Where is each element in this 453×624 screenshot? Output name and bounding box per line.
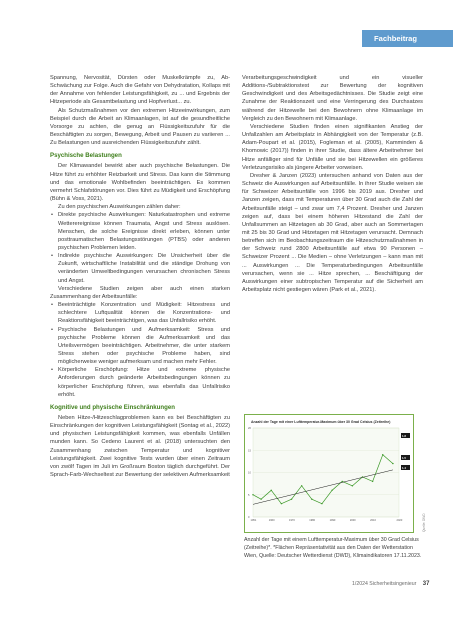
paragraph: Verarbeitungsgeschwindigkeit und ein visueller Additions-/Subtraktionstest zur Bewertung der kognitiven Geschwindigkeit und des Arbeitsgedächtnisses. Die Studie zeigt eine Zunahme der Reaktionszeit und eine Verringerung des Durchsatzes während der Hitzewelle bei den Bewohnern ohne Klimaanlage im Vergleich zu den Bewohnern mit Klimaanlage.	[242, 75, 423, 122]
y-tick-label: 15	[248, 449, 251, 453]
y-tick-label: 10	[248, 471, 251, 475]
data-point	[311, 499, 312, 500]
x-tick-label: 1990	[329, 519, 336, 522]
paragraph: Der Klimawandel bewirkt aber auch psychische Belastungen. Die Hitze führt zu erhöhter Reizbarkeit und Stress. Das kann die Stimmung und das emotionale Wohlbefinden beeinträchtigen. Es kommen vermehrt Schlafstörungen vor. Dies führt zu Müdigkeit und Erschöpfung (Bühn & Voss, 2021).	[50, 163, 230, 203]
bullet-list	[50, 301, 230, 399]
x-tick-label: 2010	[370, 519, 376, 522]
data-point	[252, 494, 253, 495]
paragraph: Dresher & Janzen (2023) untersuchen anhand von Daten aus der Schweiz die Auswirkungen auf Arbeitsunfälle. In ihrer Studie weisen sie für Schweizer Arbeitsunfälle von 1996 bis 2019 aus. Dresher und Janzen zeigen, dass mit Temperaturen über 30 Grad auch die Zahl der Arbeitsunfälle steigt – und zwar um 7,4 Prozent. Dresher und Janzen zeigen auf, dass bei einem höheren Hitzestand die Zahl der Unfallsummen an Hitzetagen ab 30 Grad, aber auch an Sommertagen mit 25 bis 30 Grad und Hitzetagen mit Hitzetagen verursacht. Demnach betreffen sich im Beobachtungszeitraum die Hitzeschutzmaßnahmen in der Schweiz rund 2800 Arbeitsunfälle auf etwa 90 Personen – Schweizer Prozent ... Die Medien – ohne Verletzungen – kann man mit ... Auswirkungen ... Die Temperaturbedingungen Arbeitsunfälle verursachen, wenn sie ... Hitze sprechen, ... Beschäftigung der Auswirkungen einer subtropischen Temperatur auf die Sicherheit am Arbeitsplatz nicht gestiegen wären (Park et al., 2021).	[242, 172, 423, 294]
paragraph: Als Schutzmaßnahmen vor den extremen Hitzeeinwirkungen, zum Beispiel durch die Arbeit an Klimaanlagen, ist auf die gesundheitliche Vorsorge zu achten, die genug an Flüssigkeitszufuhr für die Beschäftigten zu sorgen, Bewegung, Arbeit und Pausen zu variieren ... Zu Belastungen und ausreichenden Flüssigkeitszufuhr zählt.	[50, 107, 230, 147]
left-column	[50, 74, 230, 479]
list-item: • Körperliche Erschöpfung: Hitze und extreme physische Anforderungen durch geänderte Arbeitsbedingungen können zu körperlicher Erschöpfung führen, was ebenfalls das Unfallrisiko erhöht.	[50, 366, 230, 399]
data-point	[291, 499, 292, 500]
y-tick-label: 5	[248, 493, 250, 497]
data-point	[372, 481, 373, 482]
data-point	[260, 499, 261, 500]
x-tick-label: 1951	[250, 519, 257, 522]
journal-name: 1/2024 Sicherheitsingenieur	[352, 581, 417, 587]
paragraph: Neben Hitze-/Hitzeschlagproblemen kann es bei Beschäftigten zu Einschränkungen der kognitiven Leistungsfähigkeit (Sontag et al., 2022) und physischen Leistungsfähigkeit kommen, was ebenfalls Unfällen munden kann. So Cedeno Laurent et al. (2018) untersuchten den Zusammenhang zwischen Temperatur und kognitiver Leistungsfähigkeit. Zwei kognitive Tests wurden über einen Zeitraum von zwölf Tagen im Juli im Großraum Boston täglich durchgeführt. Der Sprach-Farb-Wechseltest zur Bewertung der selektiven Aufmerksamkeit	[50, 414, 230, 479]
section-heading: Psychische Belastungen	[50, 152, 122, 160]
line-chart	[245, 415, 413, 532]
right-column	[242, 74, 423, 294]
x-tick-label: 2023	[396, 519, 403, 522]
y-tick-label: 0	[248, 516, 250, 519]
paragraph: Verschiedene Studien finden einen signifikanten Anstieg der Unfallzahlen am Arbeitsplatz in Abhängigkeit von der Temperatur (z.B. Adam-Poupart et al. (2015), Fogleman et al. (2005), Kamminden & Khomowic (2017)) finden in ihrer Studie, dass ältere Arbeitnehmer bei Hitze anfälliger sind für Unfälle und sie bei Hitzewellen ein größeres Verletzungsrisiko als jüngere Arbeiter vorweisen.	[242, 123, 423, 171]
paragraph: Zu den psychischen Auswirkungen zählen daher:	[58, 204, 181, 211]
data-point	[382, 454, 383, 455]
list-item: • Beeinträchtigte Konzentration und Müdigkeit: Hitzestress und schlechtere Luftqualität können die Konzentrations- und Reaktionsfähigkeit beeinträchtigen, was das Unfallrisiko erhöht.	[50, 301, 230, 325]
data-point	[331, 490, 332, 491]
end-label-mid: 1.5	[402, 456, 406, 460]
x-tick-label: 1960	[268, 519, 275, 522]
figure-caption: Anzahl der Tage mit einem Lufttemperatur-Maximum über 30 Grad Celsius (Zeitreihe)*. *Flächen Repräsentativität aus den Daten der Wetterstation Wien, Quelle: Deutscher Wetterdienst (DWD), Klimaindikatoren 17.11.2023.	[244, 537, 422, 559]
end-label-top: 1.8	[402, 434, 406, 438]
list-item: • Psychische Belastungen und Aufmerksamkeit: Stress und psychische Probleme können die Aufmerksamkeit und das Urteilsvermögen beeinträchtigen. Arbeitnehmer, die unter starkem Stress stehen oder psychische Probleme haben, sind möglicherweise weniger aufmerksam und machen mehr Fehler.	[50, 326, 230, 367]
bullet-list	[50, 211, 230, 284]
figure-credit: Quelle: DWD	[422, 513, 426, 532]
page-footer	[352, 581, 430, 587]
data-point	[271, 490, 272, 491]
x-tick-label: 1980	[309, 519, 316, 522]
figure-chart	[244, 414, 414, 533]
data-point	[281, 503, 282, 504]
data-point	[342, 481, 343, 482]
page-number: 37	[422, 581, 430, 587]
section-heading: Kognitive und physische Einschränkungen	[50, 403, 175, 411]
data-point	[301, 485, 302, 486]
section-tag: Fachbeitrag	[362, 30, 453, 47]
x-tick-label: 1970	[289, 519, 295, 522]
end-label-low: 1.4	[402, 466, 406, 470]
list-item: • Direkte psychische Auswirkungen: Naturkatastrophen und extreme Wetterereignisse können Traumata, Angst und Stress auslösen. Menschen, die solche Ereignisse direkt erleben, können unter posttraumatischen Belastungsstörungen (PTBS) oder anderen psychischen Problemen leiden.	[50, 211, 230, 252]
y-tick-label: 20	[248, 427, 251, 430]
paragraph: Spannung, Nervosität, Dürsten oder Muskelkrämpfe zu, Ab-Schwächung zur Folge. Auch die Gefahr von Dehydratation, Kollaps mit der Annahme von fehlender Leistungsfähigkeit, zu ... und Ergebnis der Hitzeperiode als Gesamtbelastung und Hopfverlust... zu.	[50, 75, 230, 106]
data-point	[321, 503, 322, 504]
chart-title: Anzahl der Tage mit einer Lufttemperatur-Maximum über 30 Grad Celsius (Zeitreihe)	[251, 420, 391, 424]
data-point	[352, 485, 353, 486]
list-item: • Indirekte psychische Auswirkungen: Die Unsicherheit über die Zukunft, wirtschaftliche Instabilität und die ständige Drohung von veränderten Umweltbedingungen verursachen chronischen Stress und Angst.	[50, 252, 230, 285]
x-tick-label: 2000	[349, 519, 356, 522]
data-point	[392, 463, 393, 464]
end-labels	[401, 433, 410, 470]
paragraph: Verschiedene Studien zeigen aber auch einen starken Zusammenhang der Arbeitsunfälle:	[50, 285, 230, 300]
